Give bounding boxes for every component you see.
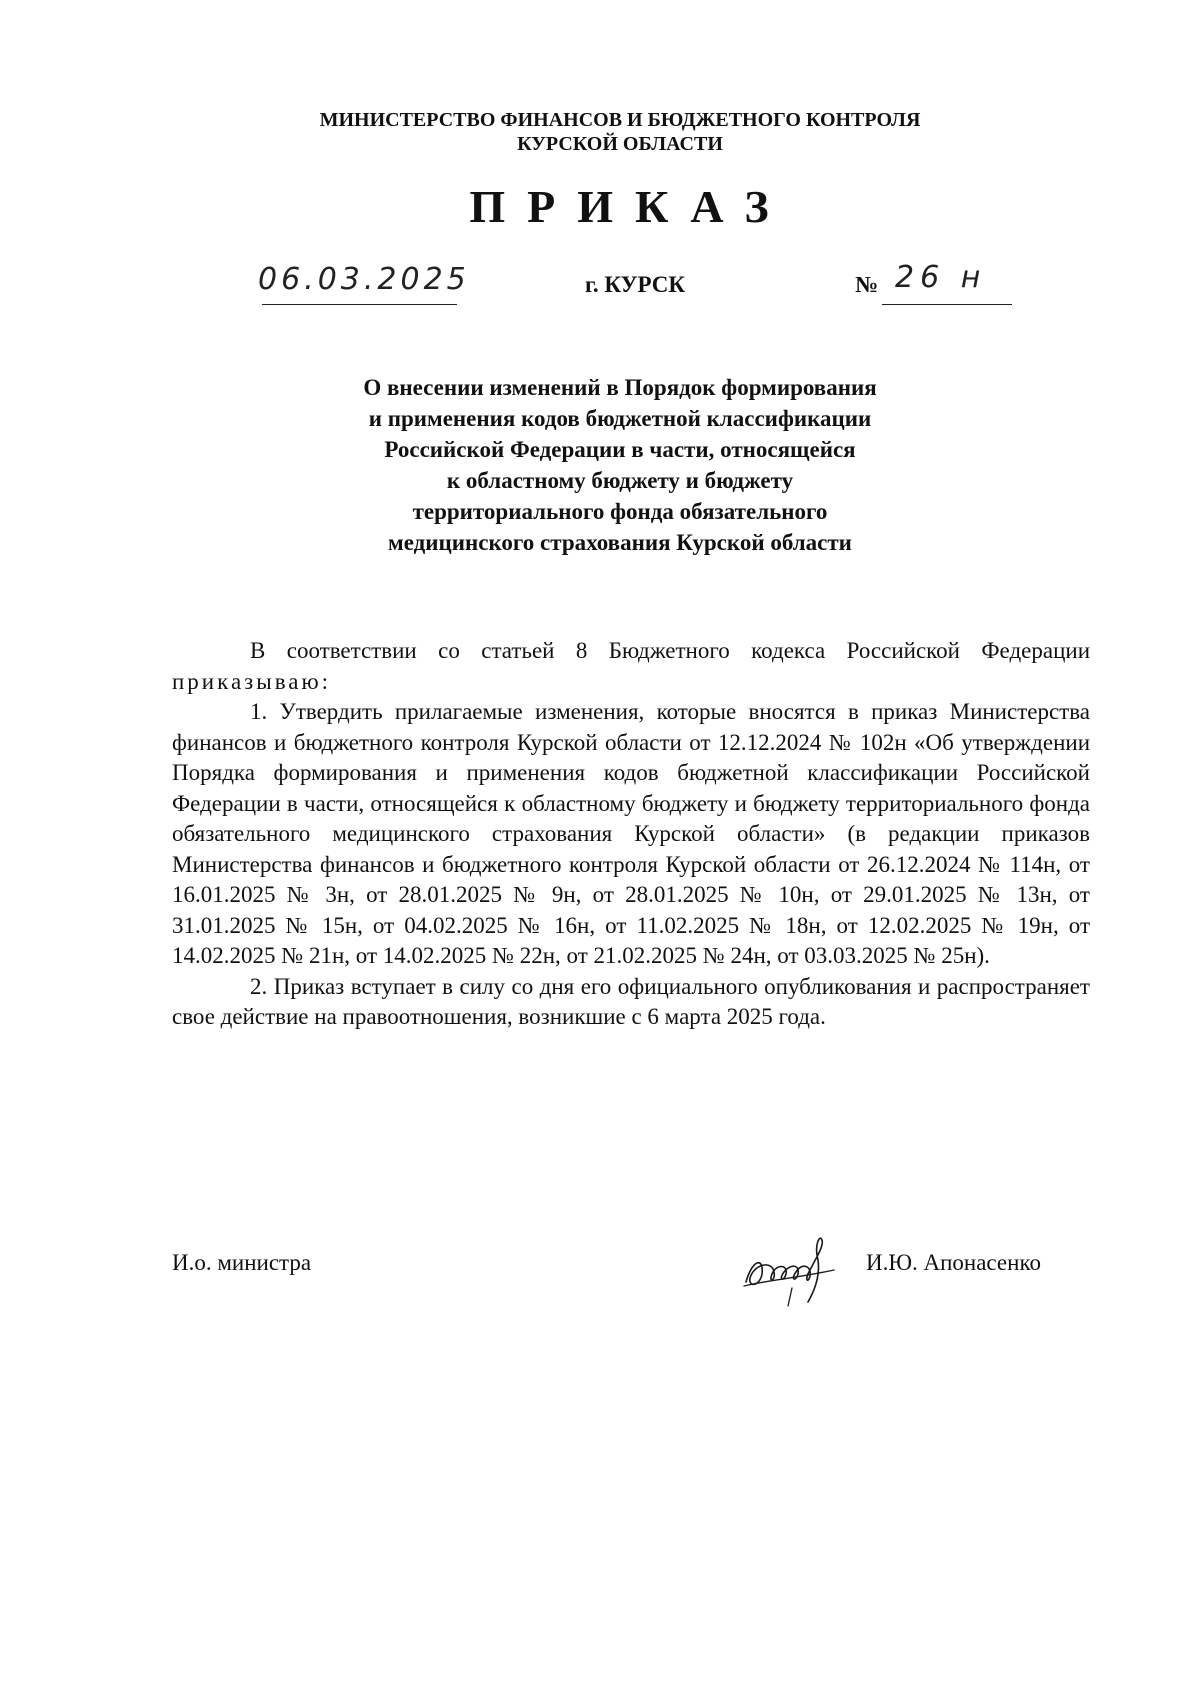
subject-line: медицинского страхования Курской области — [388, 530, 852, 555]
order-meta-row — [0, 262, 1200, 312]
subject-line: Российской Федерации в части, относящейся — [384, 437, 856, 462]
document-type-title: ПРИКАЗ — [469, 181, 791, 232]
ministry-name-line1: МИНИСТЕРСТВО ФИНАНСОВ И БЮДЖЕТНОГО КОНТРОЛЯ — [319, 109, 921, 131]
signer-position: И.о. министра — [172, 1250, 312, 1275]
ministry-header — [0, 108, 1200, 156]
preamble-text: В соответствии со статьей 8 Бюджетного кодекса Российской Федерации — [250, 638, 1090, 663]
subject-line: и применения кодов бюджетной классификации — [368, 406, 872, 431]
number-underline — [882, 304, 1012, 305]
city-label: г. КУРСК — [585, 272, 686, 297]
item-2-paragraph: 2. Приказ вступает в силу со дня его официального опубликования и распространяет свое действие на правоотношения, возникшие с 6 марта 2025 года. — [172, 973, 1090, 1029]
order-verb: приказываю: — [172, 668, 332, 694]
ministry-name-line2: КУРСКОЙ ОБЛАСТИ — [517, 133, 723, 155]
subject-line: к областному бюджету и бюджету — [446, 468, 794, 493]
signer-name: И.Ю. Апонасенко — [866, 1250, 1041, 1275]
preamble-paragraph — [172, 636, 1090, 697]
date-underline — [262, 304, 457, 305]
handwritten-signature — [738, 1230, 848, 1310]
order-subject — [0, 372, 1200, 558]
item-1-paragraph: 1. Утвердить прилагаемые изменения, которые вносятся в приказ Министерства финансов и бюджетного контроля Курской области от 12.12.2024 № 102н «Об утверждении Порядка формирования и применения кодов бюджетной классификации Российской Федерации в части, относящейся к областному бюджету и бюджету территориального фонда обязательного медицинского страхования Курской области» (в редакции приказов Министерства финансов и бюджетного контроля Курской области от 26.12.2024 № 114н, от 16.01.2025 № 3н, от 28.01.2025 № 9н, от 28.01.2025 № 10н, от 29.01.2025 № 13н, от 31.01.2025 № 15н, от 04.02.2025 № 16н, от 11.02.2025 № 18н, от 12.02.2025 № 19н, от 14.02.2025 № 21н, от 14.02.2025 № 22н, от 21.02.2025 № 24н, от 03.03.2025 № 25н). — [172, 699, 1090, 968]
handwritten-date: 06.03.2025 — [258, 262, 470, 297]
signature-block — [0, 1240, 1200, 1320]
number-sign: № — [855, 272, 879, 297]
order-body — [172, 636, 1090, 1033]
handwritten-order-number: 26 н — [895, 260, 987, 295]
subject-line: О внесении изменений в Порядок формирования — [363, 375, 877, 400]
subject-line: территориального фонда обязательного — [412, 499, 828, 524]
